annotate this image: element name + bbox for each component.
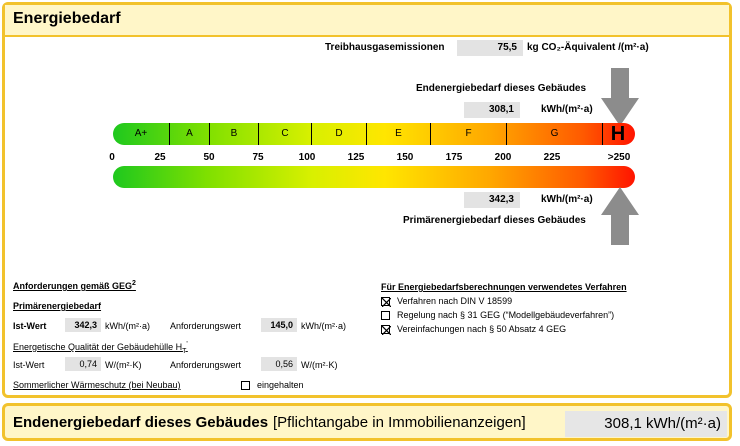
hull-ist-label: Ist-Wert: [13, 360, 45, 370]
header-bar: [5, 5, 729, 37]
class-d: D: [312, 123, 367, 145]
checkmark-icon: [382, 326, 391, 335]
tick-label: 200: [494, 152, 512, 163]
tick-label: 25: [154, 152, 166, 163]
footer-subtitle: [Pflichtangabe in Immobilienanzeigen]: [273, 414, 526, 431]
footer-title: Endenergiebedarf dieses Gebäudes: [13, 414, 269, 431]
class-g: G: [507, 123, 603, 145]
emissions-label: Treibhausgasemissionen: [325, 42, 445, 53]
primary-heading: Primärenergiebedarf: [13, 301, 102, 311]
end-energy-unit: kWh/(m²·a): [541, 104, 593, 115]
end-energy-label: Endenergiebedarf dieses Gebäudes: [416, 83, 587, 94]
energy-scale: [113, 123, 635, 145]
summer-checkbox[interactable]: [241, 381, 250, 390]
end-energy-value: 308,1: [464, 102, 520, 118]
method-checkbox-vereinfachung[interactable]: [381, 325, 390, 334]
emissions-value: 75,5: [457, 40, 523, 56]
ist-unit: kWh/(m²·a): [105, 321, 150, 331]
method-title: Für Energiebedarfsberechnungen verwendetes Verfahren: [381, 282, 627, 292]
class-b: B: [210, 123, 259, 145]
primary-energy-value: 342,3: [464, 192, 520, 208]
requirements-title: Anforderungen gemäß GEG$^2$: [13, 280, 136, 291]
class-a: A: [170, 123, 210, 145]
checkmark-icon: [382, 298, 391, 307]
anf-label: Anforderungswert: [170, 321, 242, 331]
energy-scale-lower: [113, 166, 635, 188]
ist-label: Ist-Wert: [13, 321, 47, 331]
method-checkbox-din[interactable]: [381, 297, 390, 306]
tick-label: 150: [396, 152, 414, 163]
method-option-vereinfachung: Vereinfachungen nach § 50 Absatz 4 GEG: [397, 324, 567, 334]
ist-value: 342,3: [65, 318, 101, 332]
tick-label: 75: [252, 152, 264, 163]
energy-certificate-panel: [2, 2, 732, 398]
emissions-unit: kg CO₂-Äquivalent /(m²·a): [527, 42, 649, 53]
anf-value: 145,0: [261, 318, 297, 332]
tick-label: >250: [607, 152, 631, 163]
primary-energy-arrow-icon: [601, 187, 639, 245]
tick-label: 0: [109, 152, 115, 163]
summer-label: Sommerlicher Wärmeschutz (bei Neubau): [13, 380, 181, 390]
primary-energy-unit: kWh/(m²·a): [541, 194, 593, 205]
hull-anf-label: Anforderungswert: [170, 360, 242, 370]
summer-check-label: eingehalten: [257, 380, 304, 390]
tick-label: 50: [203, 152, 215, 163]
tick-label: 175: [445, 152, 463, 163]
method-checkbox-modell[interactable]: [381, 311, 390, 320]
method-option-modell: Regelung nach § 31 GEG (“Modellgebäudeverfahren”): [397, 310, 615, 320]
footer-value: 308,1 kWh/(m²·a): [565, 411, 727, 437]
class-c: C: [259, 123, 312, 145]
primary-energy-label: Primärenergiebedarf dieses Gebäudes: [403, 215, 586, 226]
method-option-din: Verfahren nach DIN V 18599: [397, 296, 513, 306]
hull-anf-unit: W/(m²·K): [301, 360, 338, 370]
class-f: F: [431, 123, 507, 145]
hull-ist-value: 0,74: [65, 357, 101, 371]
hull-ist-unit: W/(m²·K): [105, 360, 142, 370]
tick-label: 100: [298, 152, 316, 163]
class-a-plus: A+: [113, 123, 170, 145]
hull-anf-value: 0,56: [261, 357, 297, 371]
end-energy-arrow-icon: [601, 68, 639, 126]
class-e: E: [367, 123, 431, 145]
class-h: H: [610, 123, 626, 145]
anf-unit: kWh/(m²·a): [301, 321, 346, 331]
tick-label: 125: [347, 152, 365, 163]
hull-heading: Energetische Qualität der Gebäudehülle $H_T'$: [13, 341, 188, 355]
tick-label: 225: [543, 152, 561, 163]
footer-bar: [2, 403, 732, 441]
page-title: Energiebedarf: [13, 10, 121, 27]
